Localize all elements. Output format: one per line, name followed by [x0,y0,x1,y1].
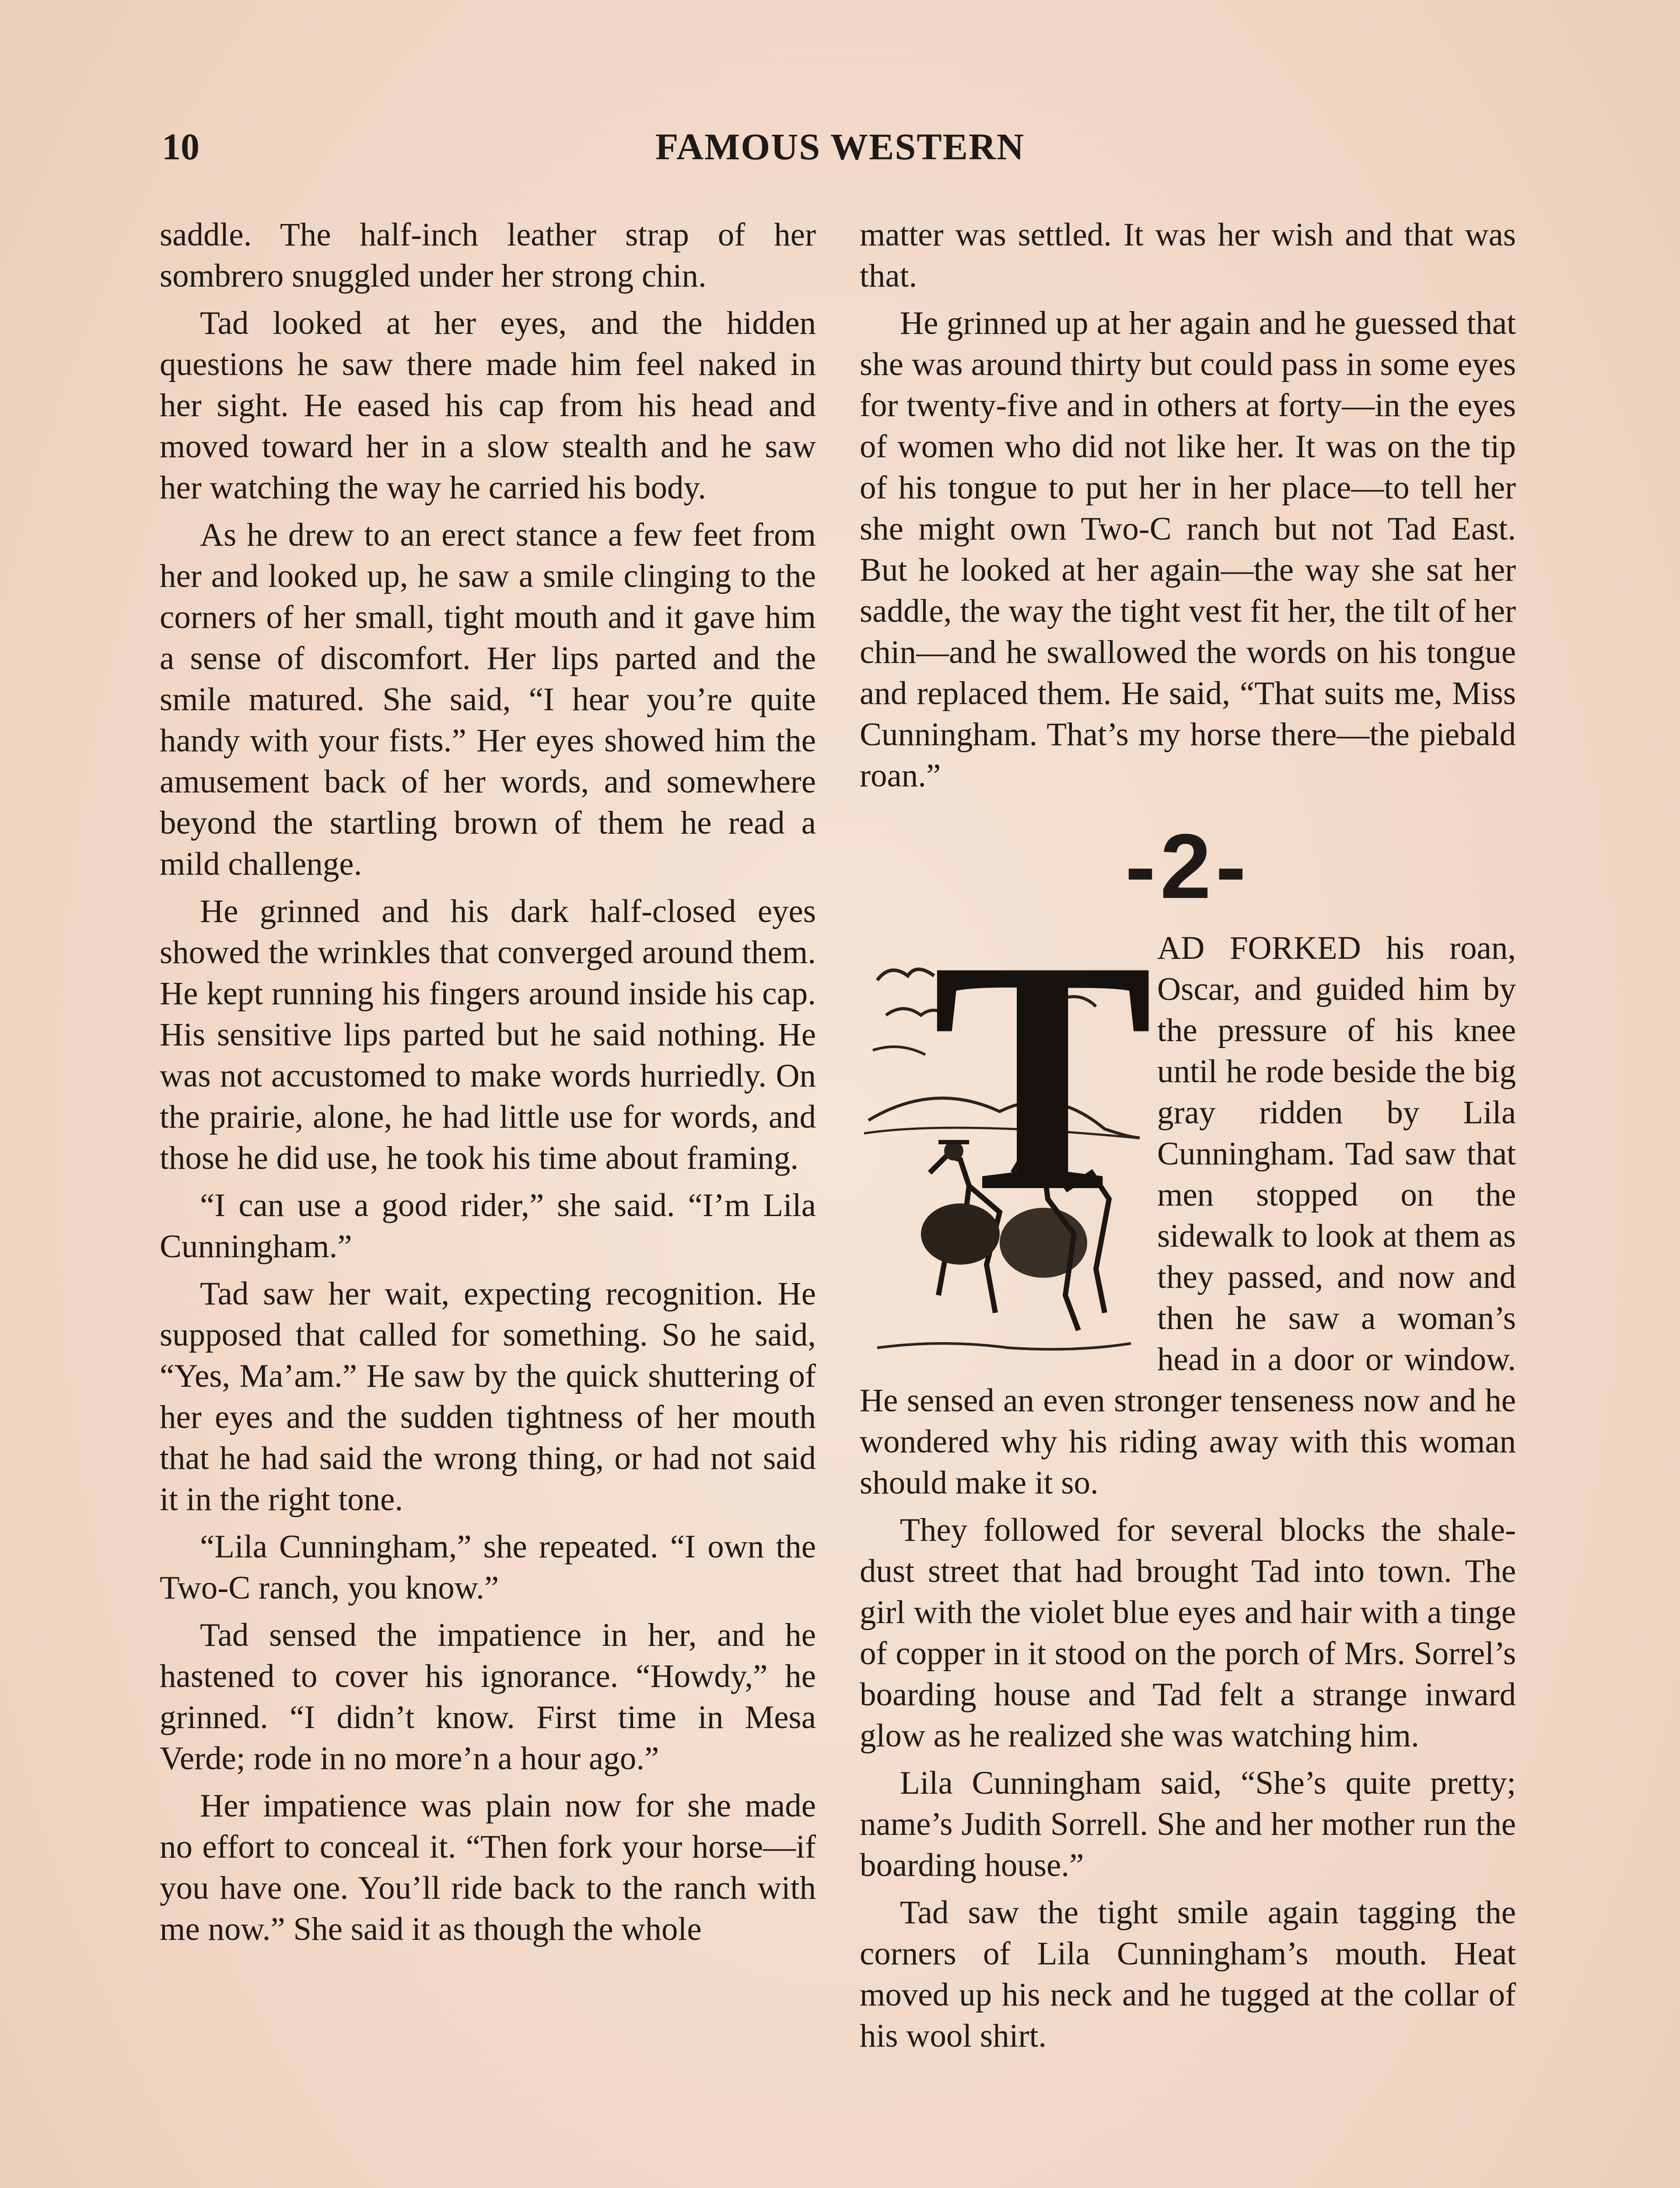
paragraph: saddle. The half-inch leather strap of her sombrero snuggled under her strong chin. [160,217,816,294]
paragraph: He grinned up at her again and he guessed that she was around thirty but could pass in some eyes for twenty-five and in others at forty—in the eyes of women who did not like her. It was on the tip of his tongue to put her in her place—to tell her she might own Two-C ranch but not Tad East. But he looked at her again—the way she sat her saddle, the way the tight vest fit her, the tilt of her chin—and he swallowed the words on his tongue and replaced them. He said, “That suits me, Miss Cunningham. That’s my horse there—the piebald roan.” [860,305,1516,794]
paragraph: Lila Cunningham said, “She’s quite pretty; name’s Judith Sorrell. She and her mother run the boarding house.” [860,1765,1516,1883]
paragraph: Her impatience was plain now for she made no effort to conceal it. “Then fork your horse—if you have one. You’ll ride back to the ranch with me now.” She said it as though the whole [160,1788,816,1947]
paragraph: Tad saw her wait, expecting recognition. He supposed that called for something. So he said, “Yes, Ma’am.” He saw by the quick shuttering of her eyes and the sudden tightness of her mouth that he had said the wrong thing, or had not said it in the right tone. [160,1276,816,1518]
paragraph: Tad looked at her eyes, and the hidden questions he saw there made him feel naked in her sight. He eased his cap from his head and moved toward her in a slow stealth and he saw her watching the way he carried his body. [160,305,816,506]
paragraph: “I can use a good rider,” she said. “I’m Lila Cunningham.” [160,1187,816,1265]
page-header [162,125,1518,186]
paragraph: As he drew to an erect stance a few feet from her and looked up, he saw a smile clinging to the corners of her small, tight mouth and it gave him a sense of discomfort. Her lips parted and the smile matured. She said, “I hear you’re quite handy with your fists.” Her eyes showed him the amusement back of her words, and somewhere beyond the startling brown of them he read a mild challenge. [160,517,816,882]
paragraph: They followed for several blocks the shale-dust street that had brought Tad into town. The girl with the violet blue eyes and hair with a tinge of copper in it stood on the porch of Mrs. Sorrel’s boarding house and Tad felt a strange inward glow as he realized she was watching him. [860,1512,1516,1754]
drop-cap-letter: T [932,892,1154,1260]
paragraph: matter was settled. It was her wish and that was that. [860,217,1516,294]
chapter-number: -2- [1125,815,1251,918]
paragraph: Tad sensed the impatience in her, and he hastened to cover his ignorance. “Howdy,” he grinned. “I didn’t know. First time in Mesa Verde; rode in no more’n a hour ago.” [160,1617,816,1777]
paragraph: “Lila Cunningham,” she repeated. “I own the Two-C ranch, you know.” [160,1529,816,1606]
right-column [860,214,1516,2063]
chapter-opening-paragraph: AD FORKED his roan, Oscar, and guided him by the pressure of his knee until he rode beside the big gray ridden by Lila Cunningham. Tad saw that men stopped on the sidewalk to look at them as they passed, and now and then he saw a woman’s head in a door or window. He sensed an even stronger tenseness now and he wondered why his riding away with this woman should make it so. [860,930,1516,1501]
drop-cap-illustration [860,892,1154,1365]
left-column [160,214,816,1956]
paragraph: He grinned and his dark half-closed eyes showed the wrinkles that converged around them. He kept running his fingers around inside his cap. His sensitive lips parted but he said nothing. He was not accustomed to make words hurriedly. On the prairie, alone, he had little use for words, and those he did use, he took his time about framing. [160,893,816,1176]
magazine-title: FAMOUS WESTERN [655,126,1025,168]
paragraph: Tad saw the tight smile again tagging the corners of Lila Cunningham’s mouth. Heat moved up his neck and he tugged at the collar of his wool shirt. [860,1894,1516,2054]
page-number: 10 [162,126,200,168]
